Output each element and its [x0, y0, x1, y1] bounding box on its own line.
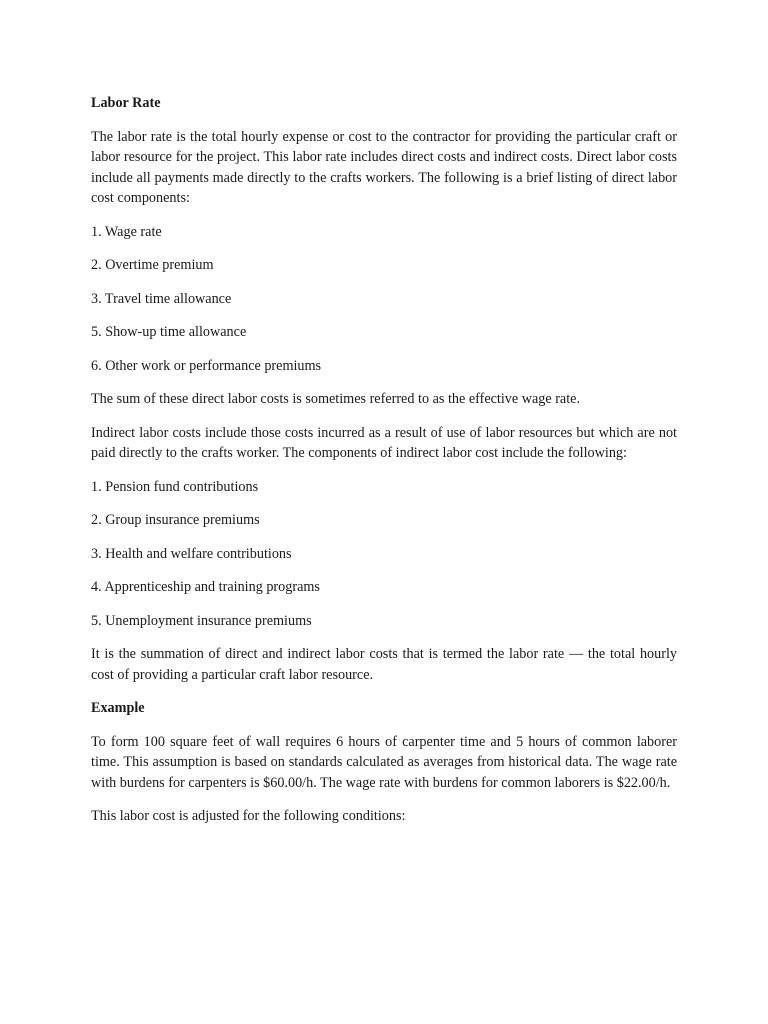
list-item: 6. Other work or performance premiums	[91, 357, 322, 374]
example-paragraph: To form 100 square feet of wall requires 6 hours of carpenter time and 5 hours of common laborer time. This assumption is based on standards calculated as averages from historical data. The wage rate with burdens for carpenters is $60.00/h. The wage rate with burdens for common laborers is $22.00/h.	[91, 733, 677, 791]
section-heading-example: Example	[91, 700, 145, 716]
list-item: 2. Overtime premium	[91, 257, 214, 273]
labor-rate-summary-paragraph: It is the summation of direct and indirect labor costs that is termed the labor rate — the total hourly cost of providing a particular craft labor resource.	[91, 646, 677, 683]
list-item: 5. Show-up time allowance	[91, 324, 247, 340]
indirect-intro-paragraph: Indirect labor costs include those costs incurred as a result of use of labor resources but which are not paid directly to the crafts worker. The components of indirect labor cost include the following:	[91, 424, 677, 461]
indirect-cost-list	[91, 477, 677, 632]
list-item: 3. Travel time allowance	[91, 290, 232, 307]
list-item: 2. Group insurance premiums	[91, 512, 260, 528]
document-page	[91, 93, 677, 840]
intro-paragraph: The labor rate is the total hourly expense or cost to the contractor for providing the particular craft or labor resource for the project. This labor rate includes direct costs and indirect costs. Direct labor costs include all payments made directly to the crafts workers. The following is a brief listing of direct labor cost components:	[91, 128, 677, 206]
list-item: 3. Health and welfare contributions	[91, 545, 292, 562]
list-item: 4. Apprenticeship and training programs	[91, 579, 320, 595]
list-item: 1. Pension fund contributions	[91, 478, 259, 495]
list-item: 5. Unemployment insurance premiums	[91, 612, 312, 629]
section-heading-labor-rate: Labor Rate	[91, 95, 161, 111]
adjustment-paragraph: This labor cost is adjusted for the following conditions:	[91, 808, 406, 824]
list-item: 1. Wage rate	[91, 223, 162, 240]
direct-cost-list	[91, 222, 677, 377]
direct-summary-paragraph: The sum of these direct labor costs is sometimes referred to as the effective wage rate.	[91, 391, 581, 407]
